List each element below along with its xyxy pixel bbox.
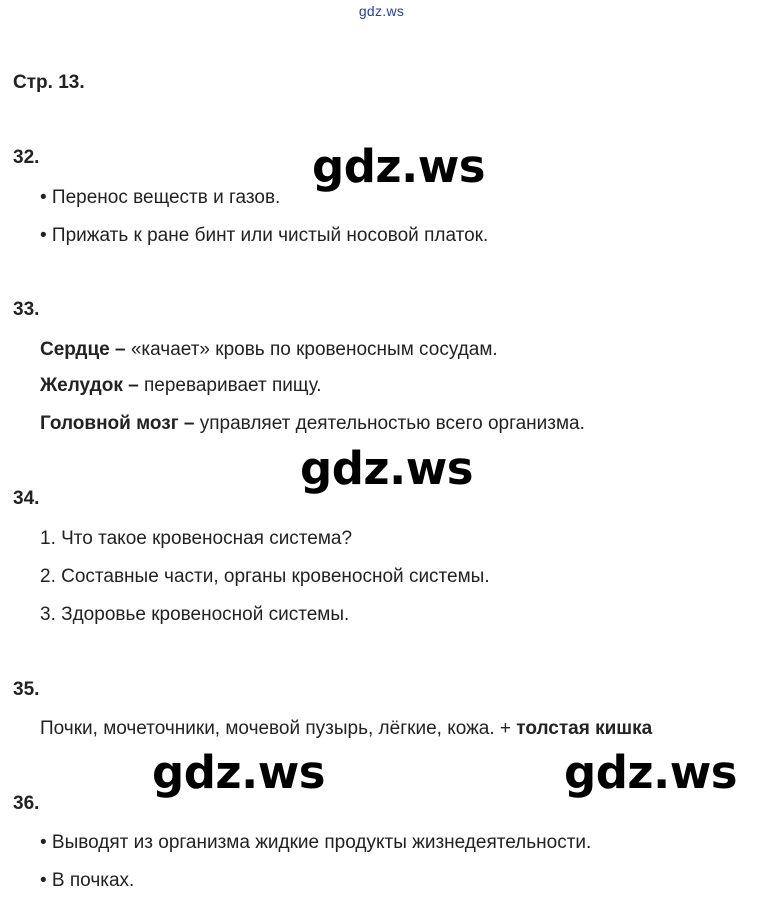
term-brain-text: управляет деятельностью всего организма.: [194, 413, 585, 434]
task-36-line-1: • Выводят из организма жидкие продукты жизнедеятельности.: [40, 832, 592, 853]
watermark-4: gdz.ws: [564, 746, 738, 799]
task-34-line-3: 3. Здоровье кровеносной системы.: [40, 604, 350, 625]
task-33-number: 33.: [13, 299, 40, 320]
task-32-number: 32.: [13, 147, 40, 168]
task-34-line-2: 2. Составные части, органы кровеносной системы.: [40, 566, 490, 587]
task-35-number: 35.: [13, 679, 40, 700]
watermark-3: gdz.ws: [152, 746, 326, 799]
term-stomach-text: переваривает пищу.: [138, 375, 322, 396]
task-33-line-3: [40, 413, 585, 435]
task-36-number: 36.: [13, 793, 40, 814]
task-34-line-1: 1. Что такое кровеносная система?: [40, 528, 353, 549]
task-35-bold: толстая кишка: [516, 718, 653, 739]
task-32-line-1: • Перенос веществ и газов.: [40, 187, 281, 208]
task-33-line-2: [40, 375, 322, 397]
watermark-2: gdz.ws: [300, 442, 474, 495]
watermark-1: gdz.ws: [312, 140, 486, 193]
task-35-text: Почки, мочеточники, мочевой пузырь, лёгкие, кожа. +: [40, 718, 517, 739]
term-heart-text: «качает» кровь по кровеносным сосудам.: [125, 339, 498, 360]
page-title: Стр. 13.: [13, 72, 85, 93]
term-brain: Головной мозг –: [40, 413, 195, 434]
term-heart: Сердце –: [40, 339, 126, 360]
task-34-number: 34.: [13, 488, 40, 509]
task-35-line-1: [40, 718, 652, 740]
term-stomach: Желудок –: [40, 375, 139, 396]
task-36-line-2: • В почках.: [40, 870, 135, 891]
site-watermark-top: gdz.ws: [358, 3, 405, 19]
task-32-line-2: • Прижать к ране бинт или чистый носовой платок.: [40, 225, 489, 246]
task-33-line-1: [40, 339, 498, 361]
